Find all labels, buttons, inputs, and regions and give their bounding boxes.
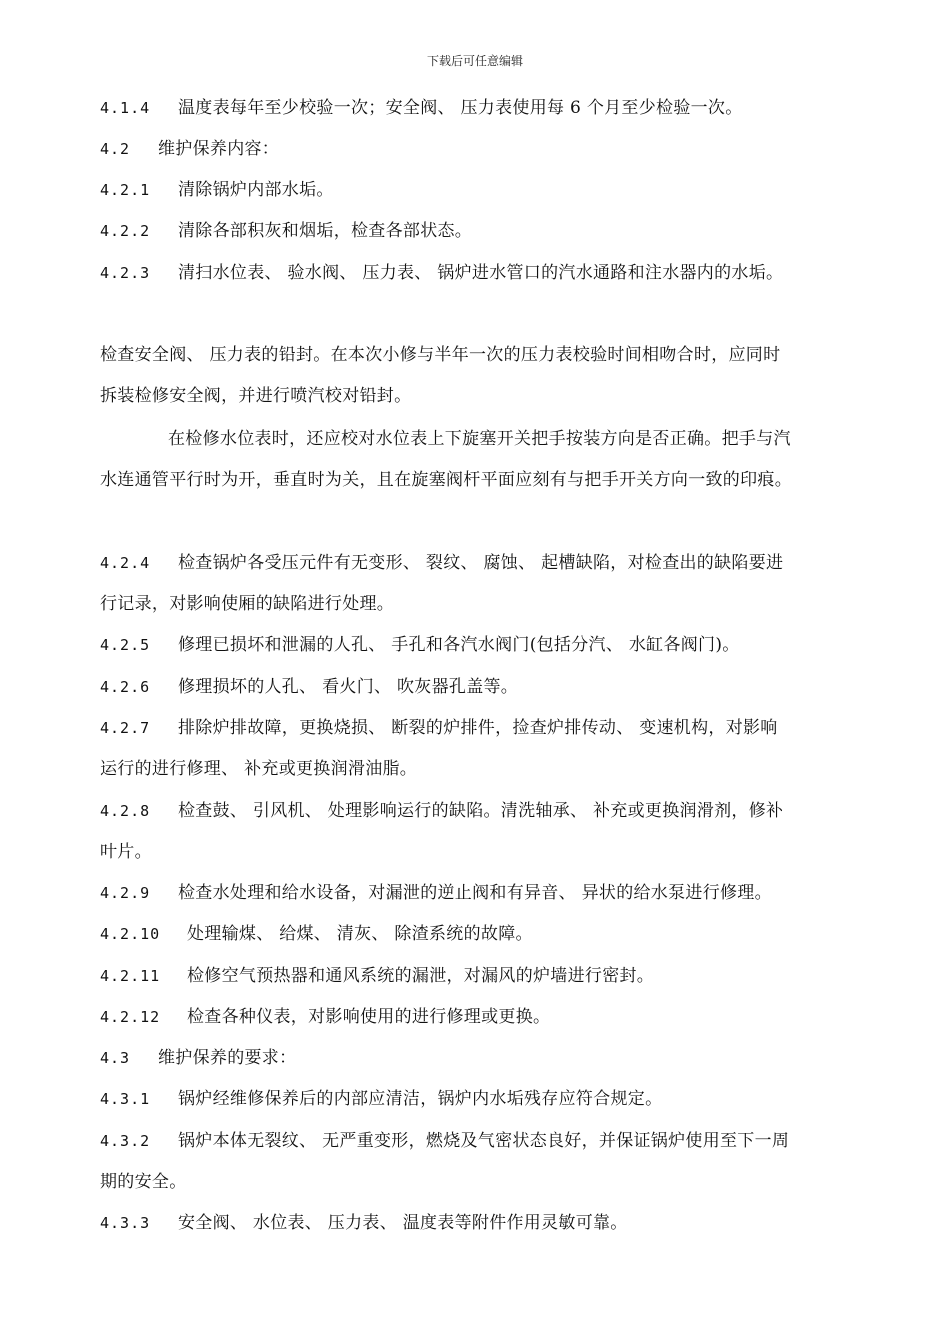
section-4-3-title bbox=[100, 1043, 296, 1068]
section-4-2-title bbox=[100, 134, 279, 159]
clause-text: 锅炉经维修保养后的内部应清洁，锅炉内水垢残存应符合规定。 bbox=[178, 1089, 663, 1109]
clause-number: 4.2.7 bbox=[100, 719, 151, 737]
clause-text: 清除各部积灰和烟垢，检查各部状态。 bbox=[178, 221, 473, 241]
clause-4-2-9 bbox=[100, 878, 772, 903]
clause-4-3-1 bbox=[100, 1084, 662, 1109]
clause-text: 维护保养内容： bbox=[158, 139, 280, 159]
clause-4-2-1 bbox=[100, 175, 334, 200]
clause-4-1-4 bbox=[100, 93, 743, 118]
paragraph-line: 运行的进行修理、 补充或更换润滑油脂。 bbox=[100, 759, 418, 779]
clause-text: 维护保养的要求： bbox=[158, 1048, 297, 1068]
clause-number: 4.3.1 bbox=[100, 1090, 151, 1108]
clause-text: 安全阀、 水位表、 压力表、 温度表等附件作用灵敏可靠。 bbox=[178, 1213, 628, 1233]
clause-number: 4.3.2 bbox=[100, 1132, 151, 1150]
page-header: 下载后可任意编辑 bbox=[426, 54, 523, 68]
clause-4-2-12 bbox=[100, 1002, 550, 1027]
clause-number: 4.2.1 bbox=[100, 181, 151, 199]
clause-number: 4.2.2 bbox=[100, 222, 151, 240]
clause-number: 4.2.11 bbox=[100, 967, 161, 985]
clause-4-2-5 bbox=[100, 630, 740, 655]
clause-text: 检修空气预热器和通风系统的漏泄，对漏风的炉墙进行密封。 bbox=[187, 966, 655, 986]
clause-text: 处理输煤、 给煤、 清灰、 除渣系统的故障。 bbox=[187, 924, 533, 944]
paragraph-line: 水连通管平行时为开，垂直时为关，且在旋塞阀杆平面应刻有与把手开关方向一致的印痕。 bbox=[100, 470, 792, 490]
clause-number: 4.3 bbox=[100, 1049, 131, 1067]
clause-4-2-10 bbox=[100, 919, 533, 944]
clause-4-2-3 bbox=[100, 258, 783, 283]
clause-number: 4.3.3 bbox=[100, 1214, 151, 1232]
clause-number: 4.2 bbox=[100, 140, 131, 158]
clause-number: 4.1.4 bbox=[100, 99, 151, 117]
clause-number: 4.2.10 bbox=[100, 925, 161, 943]
clause-4-2-8 bbox=[100, 796, 783, 821]
clause-4-2-11 bbox=[100, 961, 654, 986]
clause-text: 锅炉本体无裂纹、 无严重变形，燃烧及气密状态良好，并保证锅炉使用至下一周 bbox=[178, 1131, 790, 1151]
clause-4-3-3 bbox=[100, 1208, 628, 1233]
clause-text: 检查水处理和给水设备，对漏泄的逆止阀和有异音、 异状的给水泵进行修理。 bbox=[178, 883, 772, 903]
clause-4-2-4 bbox=[100, 548, 783, 573]
clause-number: 4.2.5 bbox=[100, 636, 151, 654]
paragraph-line: 拆装检修安全阀，并进行喷汽校对铅封。 bbox=[100, 386, 412, 406]
paragraph-line: 检查安全阀、 压力表的铅封。在本次小修与半年一次的压力表校验时间相吻合时，应同时 bbox=[100, 345, 781, 365]
paragraph-line: 在检修水位表时，还应校对水位表上下旋塞开关把手按装方向是否正确。把手与汽 bbox=[168, 429, 791, 449]
clause-number: 4.2.8 bbox=[100, 802, 151, 820]
clause-number: 4.2.6 bbox=[100, 678, 151, 696]
clause-4-3-2 bbox=[100, 1126, 789, 1151]
clause-text: 检查各种仪表，对影响使用的进行修理或更换。 bbox=[187, 1007, 551, 1027]
clause-text: 温度表每年至少校验一次；安全阀、 压力表使用每 6 个月至少检验一次。 bbox=[178, 98, 743, 118]
clause-4-2-7 bbox=[100, 713, 778, 738]
clause-text: 修理已损坏和泄漏的人孔、 手孔和各汽水阀门(包括分汽、 水缸各阀门)。 bbox=[178, 635, 740, 655]
paragraph-line: 期的安全。 bbox=[100, 1172, 187, 1192]
clause-text: 检查鼓、 引风机、 处理影响运行的缺陷。清洗轴承、 补充或更换润滑剂，修补 bbox=[178, 801, 784, 821]
clause-text: 排除炉排故障，更换烧损、 断裂的炉排件，捡查炉排传动、 变速机构，对影响 bbox=[178, 718, 778, 738]
clause-text: 清除锅炉内部水垢。 bbox=[178, 180, 334, 200]
clause-text: 修理损坏的人孔、 看火门、 吹灰器孔盖等。 bbox=[178, 677, 519, 697]
clause-number: 4.2.4 bbox=[100, 554, 151, 572]
clause-text: 检查锅炉各受压元件有无变形、 裂纹、 腐蚀、 起槽缺陷，对检查出的缺陷要进 bbox=[178, 553, 784, 573]
paragraph-line: 叶片。 bbox=[100, 842, 152, 862]
clause-4-2-2 bbox=[100, 216, 472, 241]
clause-number: 4.2.9 bbox=[100, 884, 151, 902]
clause-number: 4.2.3 bbox=[100, 264, 151, 282]
paragraph-line: 行记录，对影响使厢的缺陷进行处理。 bbox=[100, 594, 395, 614]
clause-4-2-6 bbox=[100, 672, 518, 697]
clause-text: 清扫水位表、 验水阀、 压力表、 锅炉进水管口的汽水通路和注水器内的水垢。 bbox=[178, 263, 784, 283]
clause-number: 4.2.12 bbox=[100, 1008, 161, 1026]
